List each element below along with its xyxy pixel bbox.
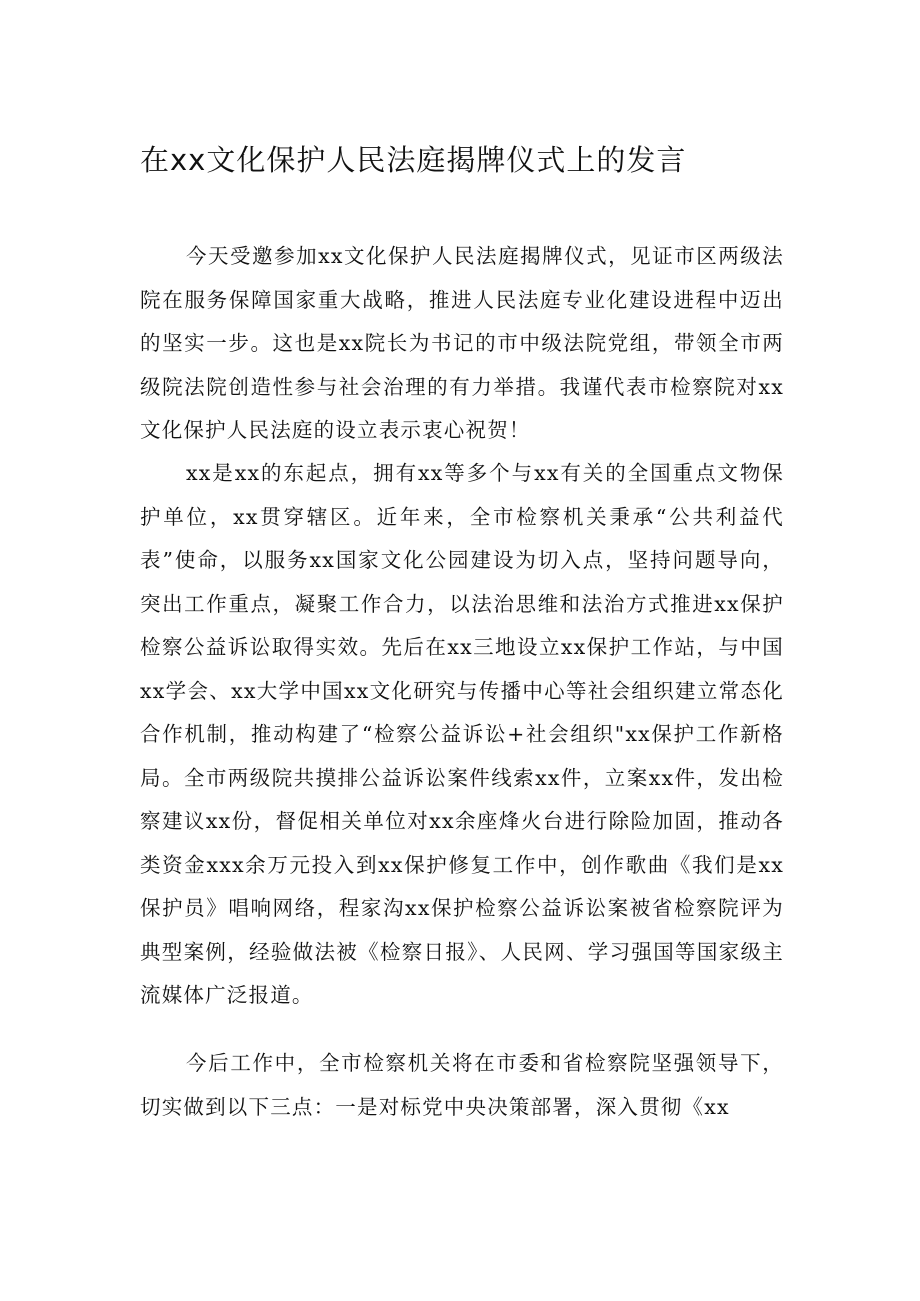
document-title: 在xx文化保护人民法庭揭牌仪式上的发言 — [140, 143, 687, 177]
paragraph-opening: 今天受邀参加xx文化保护人民法庭揭牌仪式，见证市区两级法院在服务保障国家重大战略，推进人民法庭专业化建设进程中迈出的坚实一步。这也是xx院长为书记的市中级法院党组，带领全市两级院法院创造性参与社会治理的有力举措。我谨代表市检察院对xx文化保护人民法庭的设立表示衷心祝贺！ — [140, 244, 784, 442]
paragraph-future-work: 今后工作中，全市检察机关将在市委和省检察院坚强领导下，切实做到以下三点：一是对标党中央决策部署，深入贯彻《xx — [140, 1051, 784, 1119]
paragraph-achievements: xx是xx的东起点，拥有xx等多个与xx有关的全国重点文物保护单位，xx贯穿辖区。近年来，全市检察机关秉承“公共利益代表”使命，以服务xx国家文化公园建设为切入点，坚持问题导向，突出工作重点，凝聚工作合力，以法治思维和法治方式推进xx保护检察公益诉讼取得实效。先后在xx三地设立xx保护工作站，与中国xx学会、xx大学中国xx文化研究与传播中心等社会组织建立常态化合作机制，推动构建了“检察公益诉讼+社会组织"xx保护工作新格局。全市两级院共摸排公益诉讼案件线索xx件，立案xx件，发出检察建议xx份，督促相关单位对xx余座烽火台进行除险加固，推动各类资金xxx余万元投入到xx保护修复工作中，创作歌曲《我们是xx保护员》唱响网络，程家沟xx保护检察公益诉讼案被省检察院评为典型案例，经验做法被《检察日报》、人民网、学习强国等国家级主流媒体广泛报道。 — [140, 461, 784, 1007]
